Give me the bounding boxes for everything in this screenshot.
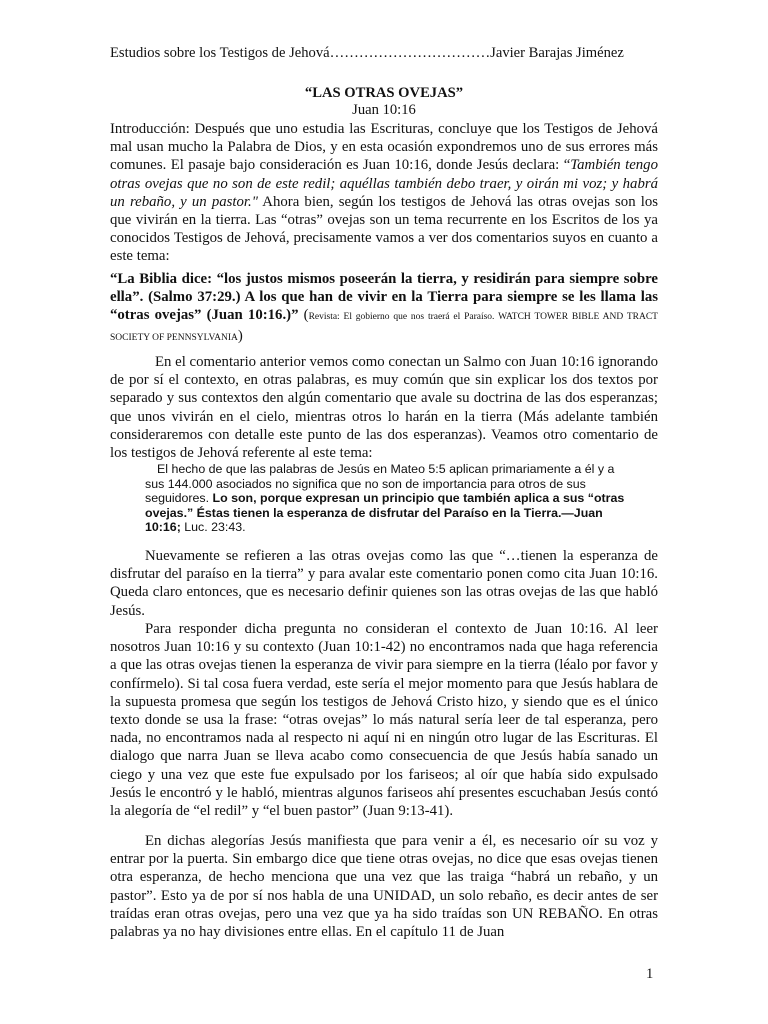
citation-source: Revista: El gobierno que nos traerá el Paraíso. WATCH TOWER BIBLE AND TRACT SOCIETY OF PENNSYLVANIA bbox=[110, 312, 658, 343]
intro-text-1: Introducción: Después que uno estudia las Escrituras, concluye que los Testigos de Jehová mal usan mucho la Palabra de Dios, y en esta ocasión expondremos uno de sus errores más comunes. El pasaje bajo consideración es Juan 10:16, donde Jesús declara: “ bbox=[110, 121, 658, 174]
block-quote-normal: El hecho de que las palabras de Jesús en Mateo 5:5 aplican primariamente a él y a sus 144.000 asociados no significa que no son de importancia para otros de sus seguidores. bbox=[145, 462, 615, 506]
commentary-paragraph-3: Para responder dicha pregunta no consideran el contexto de Juan 10:16. Al leer nosotros Juan 10:16 y su contexto (Juan 10:1-42) no encontramos nada que haga referencia a que las otras ovejas tienen la esperanza de vivir para siempre en la tierra (léalo por favor y confírmelo). Si tal cosa fuera verdad, este sería el mejor momento para que Jesús hablara de la supuesta promesa que según los testigos de Jehová Cristo hizo, y siendo que es el único texto donde se usa la frase: “otras ovejas” lo más natural sería leer de tal esperanza, pero nada, no encontramos nada al respecto ni aquí ni en ningún otro lugar de las Escrituras. El dialogo que narra Juan se lleva acabo como consecuencia de que Jesús había sanado un ciego y una vez que este fue expulsado por los fariseos; al oír que había sido expulsado Jesús le encontró y le habló, mientras algunos fariseos ahí presentes escuchaban Jesús contó la alegoría de “el redil” y “el buen pastor” (Juan 9:13-41). bbox=[110, 621, 658, 820]
page-number: 1 bbox=[646, 966, 654, 982]
intro-paragraph bbox=[110, 120, 658, 266]
block-quote bbox=[145, 462, 627, 535]
citation-paragraph bbox=[110, 270, 658, 347]
intro-text-2: Ahora bien, según los testigos de Jehová las otras ovejas son los que vivirán en la tierra. Las “otras” ovejas son un tema recurrente en los Escritos de los ya conocidos Testigos de Jehová, precisamente vamos a ver dos comentarios suyos en cuanto a este tema: bbox=[110, 193, 659, 265]
block-quote-bold: Lo son, porque expresan un principio que también aplica a sus “otras ovejas.” Éstas tienen la esperanza de disfrutar del Paraíso en la Tierra.—Juan 10:16; bbox=[145, 491, 625, 535]
document-subtitle: Juan 10:16 bbox=[352, 102, 416, 118]
intro-scripture-quote: También tengo otras ovejas que no son de este redil; aquéllas también debo traer, y oirán mi voz; y habrá un rebaño, y un pastor." bbox=[110, 157, 658, 210]
citation-close-paren: ) bbox=[237, 327, 243, 344]
running-header: Estudios sobre los Testigos de Jehová……………………………Javier Barajas Jiménez bbox=[110, 45, 624, 61]
document-title: “LAS OTRAS OVEJAS” bbox=[304, 85, 464, 101]
block-quote-tail: Luc. 23:43. bbox=[180, 520, 246, 535]
commentary-paragraph-2: Nuevamente se refieren a las otras ovejas como las que “…tienen la esperanza de disfrutar del paraíso en la tierra” y para avalar este comentario ponen como cita Juan 10:16. Queda claro entonces, que es necesario definir quienes son las otras ovejas de las que habló Jesús. bbox=[110, 548, 658, 619]
commentary-paragraph-1: En el comentario anterior vemos como conectan un Salmo con Juan 10:16 ignorando de por sí el contexto, en otras palabras, es muy común que sin explicar los dos textos por separado y sus contextos den algún comentario que avale su doctrina de las dos esperanzas; que unos vivirán en el cielo, mientras otros lo harán en la tierra (Más adelante también consideraremos con detalle este punto de las dos esperanzas). Veamos otro comentario de los testigos de Jehová referente al este tema: bbox=[110, 354, 658, 462]
citation-bold-text: “La Biblia dice: “los justos mismos poseerán la tierra, y residirán para siempre sobre ella”. (Salmo 37:29.) A los que han de vivir en la Tierra para siempre se les llama las “otras ovejas” (Juan 10:16.)” bbox=[110, 271, 658, 324]
commentary-paragraph-4: En dichas alegorías Jesús manifiesta que para venir a él, es necesario oír su voz y entrar por la puerta. Sin embargo dice que tiene otras ovejas, no dice que esas ovejas tienen otra esperanza, de hecho menciona que una vez que las traiga “habrá un rebaño, y un pastor”. Esto ya de por sí nos habla de una UNIDAD, un solo rebaño, es decir antes de ser traídas eran otras ovejas, pero una vez que ya ha sido traídas son UN REBAÑO. En otras palabras ya no hay divisiones entre ellas. En el capítulo 11 de Juan bbox=[110, 833, 658, 941]
citation-open-paren: ( bbox=[298, 307, 309, 324]
